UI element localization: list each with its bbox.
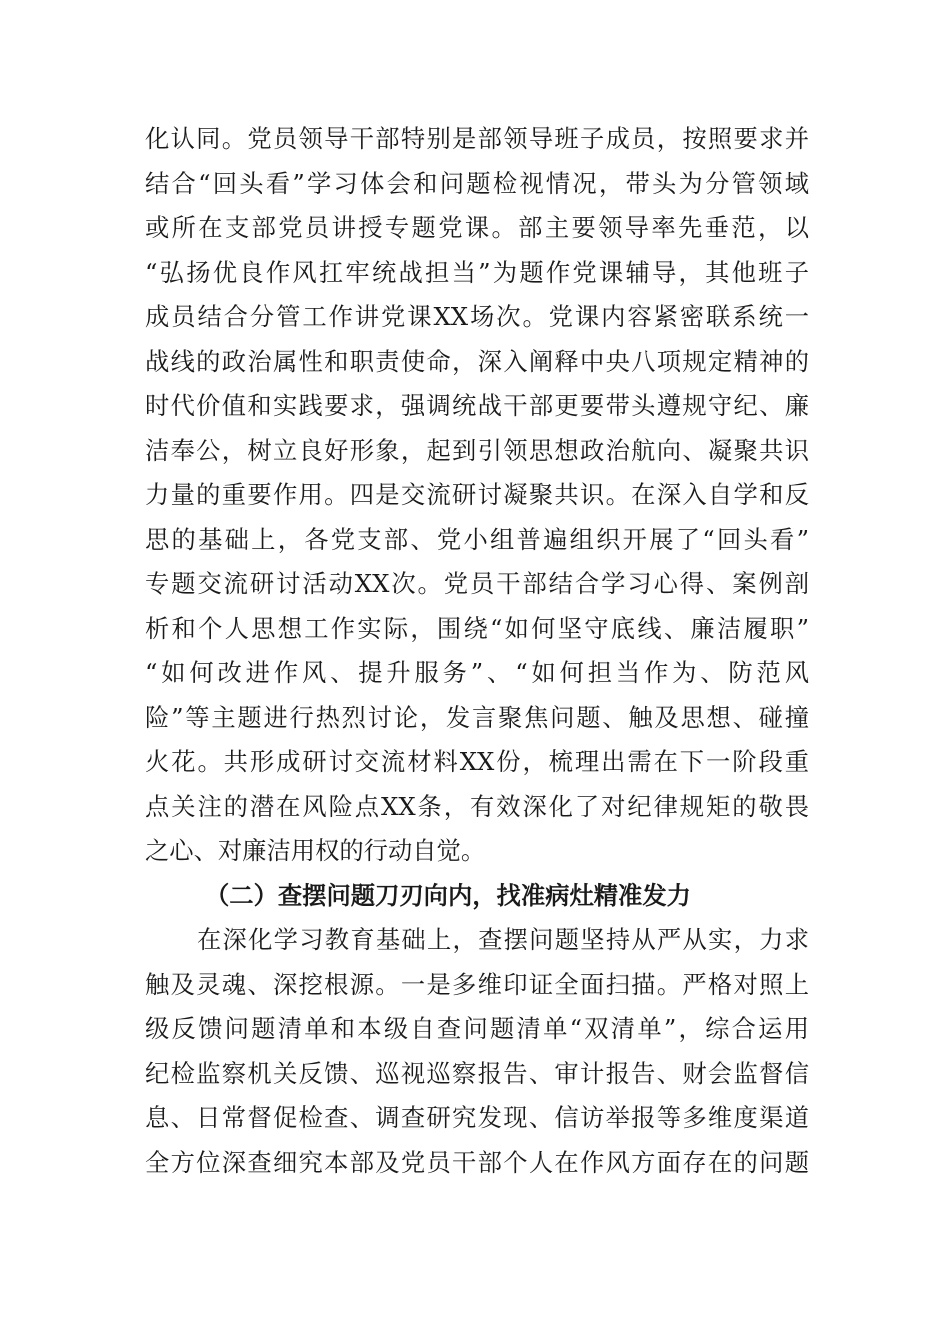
paragraph-line: “弘扬优良作风扛牢统战担当”为题作党课辅导，其他班子	[145, 257, 809, 287]
paragraph-line: 级反馈问题清单和本级自查问题清单“双清单”，综合运用	[145, 1014, 809, 1043]
paragraph-line: 时代价值和实践要求，强调统战干部更要带头遵规守纪、廉	[145, 391, 809, 420]
paragraph-line: 之心、对廉洁用权的行动自觉。	[145, 836, 486, 865]
paragraph-line: 化认同。党员领导干部特别是部领导班子成员，按照要求并	[145, 124, 809, 153]
paragraph-line: 战线的政治属性和职责使命，深入阐释中央八项规定精神的	[145, 346, 809, 376]
paragraph-line: 全方位深查细究本部及党员干部个人在作风方面存在的问题	[145, 1147, 809, 1177]
section-heading: （二）查摆问题刀刃向内，找准病灶精准发力	[205, 880, 691, 910]
paragraph-line: 火花。共形成研讨交流材料XX份，梳理出需在下一阶段重	[145, 747, 809, 776]
paragraph-section-two	[145, 918, 809, 1185]
paragraph-line: 点关注的潜在风险点XX条，有效深化了对纪律规矩的敬畏	[145, 791, 809, 821]
paragraph-line: 析和个人思想工作实际，围绕“如何坚守底线、廉洁履职”	[145, 613, 809, 643]
paragraph-line: 息、日常督促检查、调查研究发现、信访举报等多维度渠道	[145, 1103, 809, 1132]
paragraph-line: 成员结合分管工作讲党课XX场次。党课内容紧密联系统一	[145, 302, 809, 331]
paragraph-line: 险”等主题进行热烈讨论，发言聚焦问题、触及思想、碰撞	[145, 702, 809, 732]
paragraph-line: 或所在支部党员讲授专题党课。部主要领导率先垂范，以	[145, 213, 809, 242]
paragraph-line: “如何改进作风、提升服务”、“如何担当作为、防范风	[145, 658, 809, 687]
paragraph-line: 专题交流研讨活动XX次。党员干部结合学习心得、案例剖	[145, 569, 809, 598]
paragraph-line: 在深化学习教育基础上，查摆问题坚持从严从实，力求	[197, 925, 809, 954]
paragraph-line: 力量的重要作用。四是交流研讨凝聚共识。在深入自学和反	[145, 480, 809, 509]
paragraph-line: 洁奉公，树立良好形象，起到引领思想政治航向、凝聚共识	[145, 435, 809, 465]
paragraph-line: 思的基础上，各党支部、党小组普遍组织开展了“回头看”	[145, 524, 809, 554]
paragraph-line: 纪检监察机关反馈、巡视巡察报告、审计报告、财会监督信	[145, 1058, 809, 1088]
paragraph-line: 触及灵魂、深挖根源。一是多维印证全面扫描。严格对照上	[145, 969, 809, 999]
document-body	[145, 117, 809, 1185]
paragraph-continued	[145, 117, 809, 874]
paragraph-line: 结合“回头看”学习体会和问题检视情况，带头为分管领域	[145, 168, 809, 198]
